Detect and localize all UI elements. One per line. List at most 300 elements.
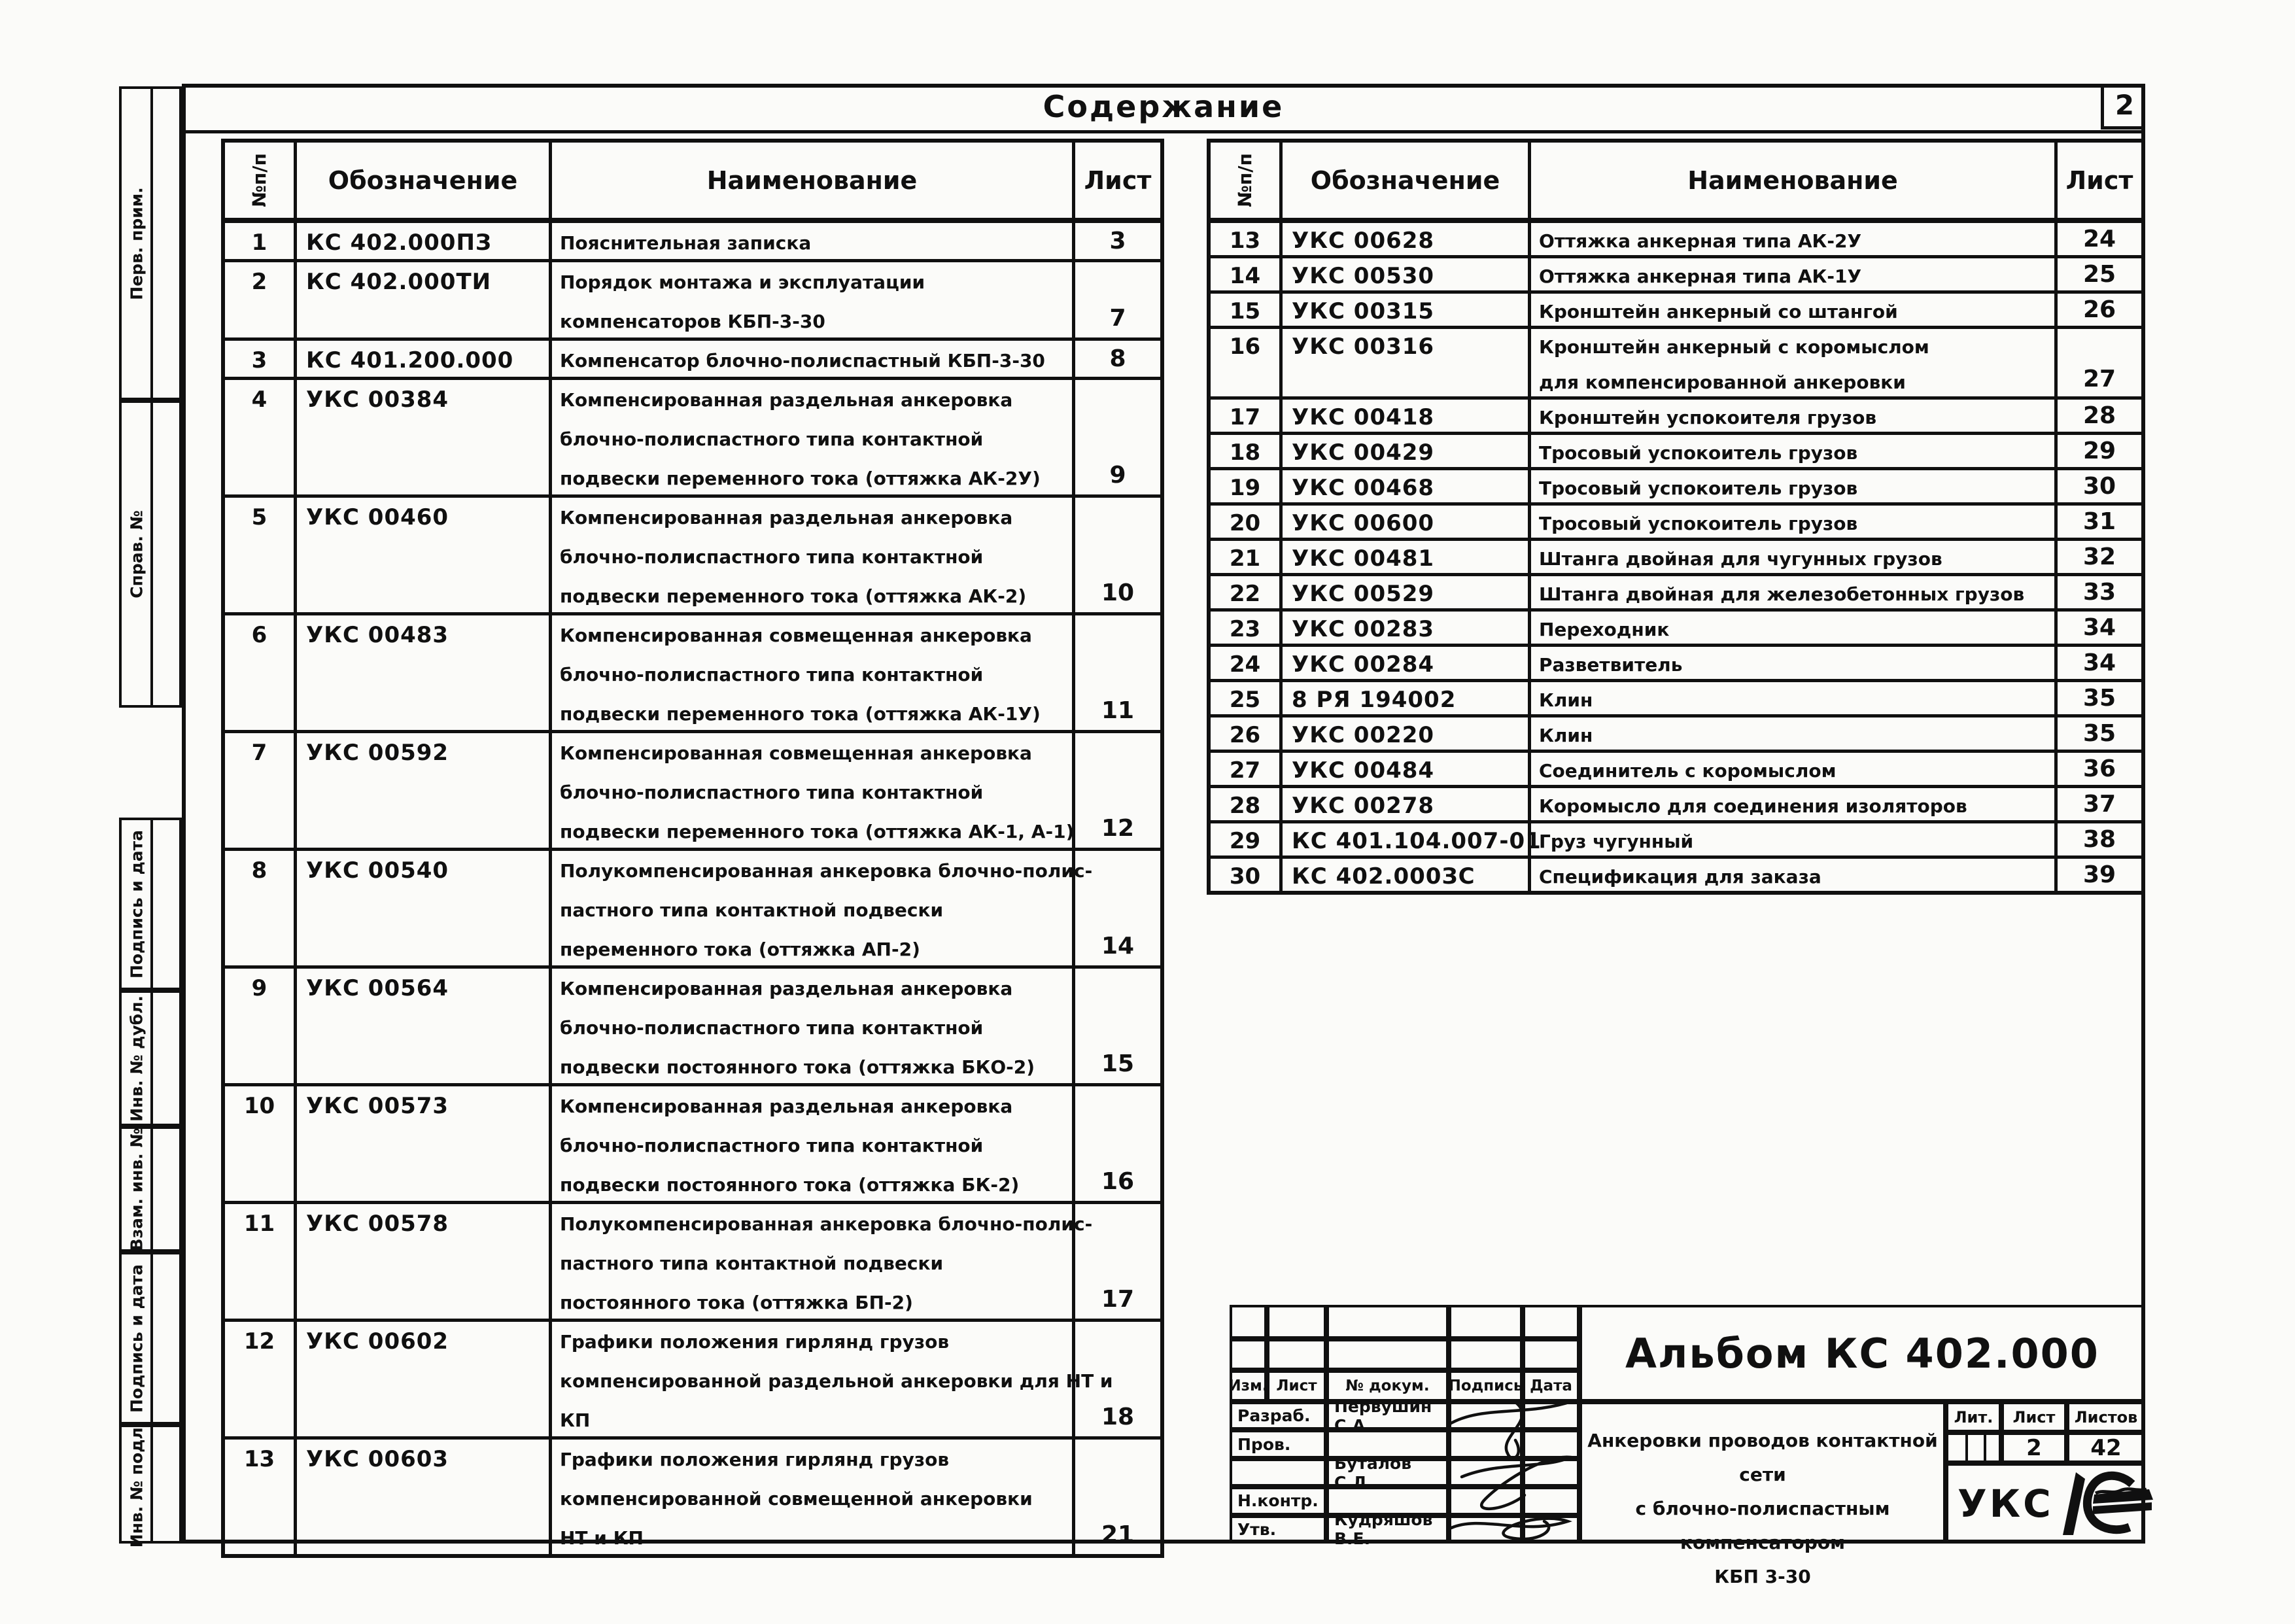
sheet-cell [2058, 647, 2141, 679]
name-cell [552, 1086, 1075, 1201]
name-cell [552, 341, 1075, 377]
name-line: подвески постоянного тока (оттяжка БК-2) [560, 1173, 1020, 1196]
name-line: Полукомпенсированная анкеровка блочно-полис- [560, 859, 1093, 882]
sig-role-cell: Разраб. [1230, 1402, 1326, 1430]
sheet-cell [2058, 717, 2141, 750]
sheet-number: 34 [2082, 649, 2116, 676]
sheet-number: 37 [2082, 791, 2116, 818]
name-line: Компенсатор блочно-полиспастный КБП-3-30 [560, 349, 1045, 371]
sheets-total-header-cell: Листов [2067, 1402, 2145, 1432]
name-line: Кронштейн анкерный с коромыслом [1539, 336, 1929, 358]
margin-stamp-box [119, 1126, 182, 1252]
page-number-box [2101, 84, 2145, 130]
name-line: Разветвитель [1539, 653, 1683, 676]
sheet-number: 24 [2082, 226, 2116, 252]
name-line: Тросовый успокоитель грузов [1539, 441, 1858, 464]
table-row [225, 220, 1160, 259]
page-title: Содержание [1043, 89, 1285, 124]
designation-cell [297, 1440, 552, 1554]
name-line: Пояснительная записка [560, 232, 812, 254]
name-cell [1531, 823, 2058, 855]
name-cell [1531, 788, 2058, 820]
name-line: Клин [1539, 724, 1593, 746]
margin-stamp-label: Справ. № [127, 510, 147, 598]
name-line: компенсированной совмещенной анкеровки [560, 1487, 1033, 1510]
name-line: Компенсированная раздельная анкеровка [560, 389, 1013, 411]
row-number: 12 [243, 1328, 275, 1355]
change-header-cell: Подпись [1449, 1370, 1523, 1402]
row-number: 11 [243, 1211, 275, 1237]
divider [150, 820, 153, 988]
designation: УКС 00578 [306, 1211, 449, 1237]
designation-cell [1283, 294, 1531, 326]
designation: УКС 00220 [1292, 722, 1435, 748]
sheet-cell [1075, 1204, 1160, 1319]
sheet-number: 27 [2082, 365, 2116, 392]
designation-cell [1283, 506, 1531, 538]
row-number-cell [1211, 682, 1283, 714]
row-number: 17 [1229, 404, 1261, 430]
name-line: подвески постоянного тока (оттяжка БКО-2) [560, 1056, 1035, 1078]
designation-cell [297, 615, 552, 730]
designation: КС 401.200.000 [306, 347, 514, 373]
designation: КС 402.000ПЗ [306, 230, 492, 256]
designation-cell [1283, 823, 1542, 855]
name-cell [552, 851, 1093, 965]
row-number-cell [225, 851, 297, 965]
sheet-cell [1075, 1086, 1160, 1201]
designation: УКС 00483 [306, 622, 449, 648]
sig-role-cell: Н.контр. [1230, 1487, 1326, 1515]
designation: УКС 00592 [306, 740, 449, 766]
margin-stamp-label: Подпись и дата [127, 1264, 147, 1413]
revision-empty-cell [1230, 1305, 1267, 1339]
sheet-number: 8 [1109, 345, 1126, 372]
divider [150, 993, 153, 1124]
designation-cell [297, 851, 552, 965]
column-header-sheet: Лист [1084, 165, 1152, 195]
designation: УКС 00530 [1292, 263, 1435, 289]
designation-cell [1283, 717, 1531, 750]
designation-cell [1283, 682, 1531, 714]
signature-stroke [1462, 1457, 1570, 1509]
row-number: 4 [251, 387, 267, 413]
name-line: Коромысло для соединения изоляторов [1539, 795, 1967, 817]
name-line: Полукомпенсированная анкеровка блочно-полис- [560, 1213, 1093, 1235]
designation-cell [297, 223, 552, 259]
table-row [1211, 820, 2141, 855]
name-cell [552, 969, 1075, 1083]
sheet-number: 28 [2082, 402, 2116, 429]
margin-stamp-box [119, 990, 182, 1126]
sheet-number: 21 [1101, 1521, 1135, 1548]
table-row [225, 1083, 1160, 1201]
row-number-cell [1211, 435, 1283, 467]
row-number: 13 [1229, 228, 1261, 254]
sheet-cell [2058, 223, 2141, 255]
name-cell [552, 380, 1075, 494]
table-row [1211, 255, 2141, 290]
margin-stamp-label: Инв. № дубл. [127, 995, 147, 1122]
name-cell [552, 262, 1075, 337]
designation: УКС 00481 [1292, 545, 1435, 572]
designation-cell [297, 262, 552, 337]
designation-cell [297, 498, 552, 612]
name-cell [1531, 859, 2058, 891]
row-number-cell [225, 1322, 297, 1436]
column-header-name: Наименование [1531, 143, 2058, 218]
sheet-cell [2058, 470, 2141, 502]
table-row [1211, 432, 2141, 467]
designation: УКС 00418 [1292, 404, 1435, 430]
sheet-number: 10 [1101, 579, 1135, 606]
revision-empty-cell [1449, 1339, 1523, 1370]
sig-role-cell: Утв. [1230, 1515, 1326, 1544]
sheet-cell [1075, 969, 1160, 1083]
sheet-number: 35 [2082, 720, 2116, 747]
table-row [1211, 644, 2141, 679]
album-title-cell [1579, 1305, 2145, 1402]
description-line: Анкеровки проводов контактной сети [1587, 1430, 1938, 1485]
table-row [225, 1319, 1160, 1436]
sheet-header-cell: Лист [2001, 1402, 2067, 1432]
name-cell [1531, 470, 2058, 502]
row-number-cell [225, 498, 297, 612]
name-line: Клин [1539, 689, 1593, 711]
column-header-num [1211, 143, 1283, 218]
table-row [225, 377, 1160, 494]
designation: УКС 00602 [306, 1328, 449, 1355]
sig-role-cell [1230, 1459, 1326, 1487]
name-line: блочно-полиспастного типа контактной [560, 663, 984, 685]
name-line: блочно-полиспастного типа контактной [560, 545, 984, 568]
sheet-cell [1075, 341, 1160, 377]
row-number: 21 [1229, 545, 1261, 572]
divider [150, 1427, 153, 1541]
album-title: Альбом КС 402.000 [1625, 1329, 2099, 1377]
sheet-cell [2058, 823, 2141, 855]
row-number-cell [225, 262, 297, 337]
divider [1965, 1435, 1968, 1466]
sheet-cell [2058, 541, 2141, 573]
revision-empty-cell [1449, 1305, 1523, 1339]
sheet-number: 36 [2082, 755, 2116, 782]
sheet-number: 30 [2082, 473, 2116, 500]
row-number-cell [225, 733, 297, 848]
column-header-designation: Обозначение [1283, 143, 1531, 218]
designation-cell [297, 341, 552, 377]
revision-empty-cell [1523, 1339, 1579, 1370]
designation: УКС 00315 [1292, 298, 1435, 324]
divider [150, 403, 153, 705]
designation: УКС 00529 [1292, 581, 1435, 607]
row-number-cell [1211, 506, 1283, 538]
designation-cell [297, 1086, 552, 1201]
column-header-num-label: №п/п [1234, 153, 1256, 207]
row-number: 25 [1229, 687, 1261, 713]
designation-cell [1283, 612, 1531, 644]
name-line: блочно-полиспастного типа контактной [560, 781, 984, 803]
lit-header-cell: Лит. [1946, 1402, 2001, 1432]
name-cell [552, 1204, 1093, 1319]
sheet-number: 9 [1109, 461, 1126, 489]
name-line: компенсированной раздельной анкеровки для НТ и [560, 1370, 1113, 1392]
sig-name-cell: Первушин С.А. [1326, 1402, 1449, 1430]
name-line: КП [560, 1409, 591, 1431]
designation: КС 402.000ЗС [1292, 863, 1475, 890]
name-cell [1531, 753, 2058, 785]
designation-cell [297, 380, 552, 494]
row-number-cell [225, 1440, 297, 1554]
table-row [1211, 502, 2141, 538]
name-cell [1531, 400, 2058, 432]
designation-cell [1283, 470, 1531, 502]
name-line: пастного типа контактной подвески [560, 1252, 944, 1274]
row-number-cell [225, 380, 297, 494]
name-cell [552, 1440, 1075, 1554]
designation-cell [1283, 541, 1531, 573]
margin-stamp-box [119, 1252, 182, 1425]
row-number: 1 [251, 230, 267, 256]
org-cell [1946, 1463, 2145, 1544]
table-row [1211, 750, 2141, 785]
divider [150, 89, 153, 398]
table-row [225, 730, 1160, 848]
margin-stamp-label: Взам. инв. № [127, 1128, 147, 1251]
name-line: блочно-полиспастного типа контактной [560, 428, 984, 450]
sheet-cell [2058, 400, 2141, 432]
row-number-cell [1211, 647, 1283, 679]
column-header-num-label: №п/п [248, 153, 270, 207]
revision-empty-cell [1230, 1339, 1267, 1370]
name-line: Штанга двойная для чугунных грузов [1539, 547, 1942, 570]
designation-cell [1283, 859, 1531, 891]
sheet-number: 18 [1101, 1403, 1135, 1430]
name-cell [1531, 223, 2058, 255]
row-number-cell [1211, 717, 1283, 750]
designation: УКС 00603 [306, 1446, 449, 1472]
description-line: КБП 3-30 [1714, 1566, 1811, 1587]
sheet-cell [1075, 733, 1160, 848]
designation: УКС 00316 [1292, 334, 1435, 360]
sheet-cell [2058, 329, 2141, 396]
name-cell [552, 1322, 1113, 1436]
designation: 8 РЯ 194002 [1292, 687, 1457, 713]
name-cell [1531, 506, 2058, 538]
designation: УКС 00573 [306, 1093, 449, 1119]
table-row [1211, 290, 2141, 326]
page-number: 2 [2114, 89, 2135, 121]
revision-empty-cell [1523, 1305, 1579, 1339]
name-line: Порядок монтажа и эксплуатации [560, 271, 925, 293]
sheet-cell [2058, 682, 2141, 714]
signatures [1442, 1393, 1593, 1547]
name-cell [1531, 612, 2058, 644]
row-number-cell [1211, 294, 1283, 326]
row-number: 23 [1229, 616, 1261, 642]
designation: УКС 00284 [1292, 651, 1435, 678]
name-line: подвески переменного тока (оттяжка АК-2) [560, 585, 1027, 607]
margin-stamp-label: Подпись и дата [127, 829, 147, 979]
row-number: 28 [1229, 793, 1261, 819]
name-line: пастного типа контактной подвески [560, 899, 944, 921]
name-line: Графики положения гирлянд грузов [560, 1330, 950, 1353]
signature-stroke [1449, 1401, 1573, 1425]
row-number: 6 [251, 622, 267, 648]
name-cell [1531, 647, 2058, 679]
name-line: Компенсированная совмещенная анкеровка [560, 624, 1032, 646]
name-cell [552, 498, 1075, 612]
row-number-cell [1211, 788, 1283, 820]
sheet-number: 12 [1101, 814, 1135, 842]
row-number-cell [1211, 329, 1283, 396]
row-number-cell [1211, 541, 1283, 573]
sheet-number: 14 [1101, 932, 1135, 959]
designation-cell [1283, 400, 1531, 432]
column-header-designation: Обозначение [297, 143, 552, 218]
sheet-cell [2058, 859, 2141, 891]
row-number: 26 [1229, 722, 1261, 748]
name-line: постоянного тока (оттяжка БП-2) [560, 1291, 913, 1313]
sheet-number: 33 [2082, 579, 2116, 606]
document-description-cell [1579, 1402, 1946, 1587]
sheet-number: 29 [2082, 438, 2116, 464]
name-line: подвески переменного тока (оттяжка АК-1, А-1) [560, 820, 1075, 842]
revision-empty-cell [1326, 1305, 1449, 1339]
table-row [225, 494, 1160, 612]
name-cell [552, 615, 1075, 730]
sheet-number: 39 [2082, 861, 2116, 888]
margin-stamp-box [119, 1421, 182, 1548]
name-line: Графики положения гирлянд грузов [560, 1448, 950, 1470]
name-line: Оттяжка анкерная типа АК-2У [1539, 230, 1862, 252]
designation: УКС 00600 [1292, 510, 1435, 536]
designation-cell [1283, 576, 1531, 608]
sheet-cell [1075, 498, 1160, 612]
table-row [1211, 467, 2141, 502]
sheet-number: 16 [1101, 1167, 1135, 1195]
sheet-cell [2058, 506, 2141, 538]
designation-cell [1283, 788, 1531, 820]
row-number: 18 [1229, 440, 1261, 466]
table-header-row [225, 143, 1160, 220]
sheet-number: 34 [2082, 614, 2116, 641]
designation-cell [1283, 329, 1531, 396]
sheet-cell [1075, 223, 1160, 259]
designation: УКС 00429 [1292, 440, 1435, 466]
contents-table-left [221, 139, 1164, 1558]
name-cell [552, 733, 1075, 848]
sheet-cell [1075, 851, 1160, 965]
sheet-cell [2058, 788, 2141, 820]
designation-cell [1283, 223, 1531, 255]
designation: УКС 00278 [1292, 793, 1435, 819]
name-line: Оттяжка анкерная типа АК-1У [1539, 265, 1862, 287]
table-row [1211, 326, 2141, 396]
name-line: Компенсированная совмещенная анкеровка [560, 742, 1032, 764]
table-row [225, 965, 1160, 1083]
name-line: Переходник [1539, 618, 1670, 640]
designation: КС 401.104.007-01 [1292, 828, 1542, 854]
sheet-number: 15 [1101, 1050, 1135, 1077]
table-row [1211, 220, 2141, 255]
change-header-cell: № докум. [1326, 1370, 1449, 1402]
designation-cell [1283, 753, 1531, 785]
name-line: подвески переменного тока (оттяжка АК-1У) [560, 702, 1041, 725]
name-line: Тросовый успокоитель грузов [1539, 512, 1858, 534]
designation-cell [297, 733, 552, 848]
sheet-cell [2058, 294, 2141, 326]
column-header-name: Наименование [552, 143, 1075, 218]
contents-table-right [1207, 139, 2145, 895]
row-number: 2 [251, 269, 267, 295]
name-line: Кронштейн анкерный со штангой [1539, 300, 1898, 322]
row-number: 5 [251, 504, 267, 530]
designation: УКС 00484 [1292, 757, 1435, 784]
row-number-cell [1211, 859, 1283, 891]
sig-name-cell: Буталов С.Л. [1326, 1459, 1449, 1487]
sheet-number: 3 [1109, 228, 1126, 254]
name-line: Компенсированная раздельная анкеровка [560, 977, 1013, 999]
row-number-cell [1211, 223, 1283, 255]
ks-logo [2054, 1467, 2158, 1540]
row-number: 19 [1229, 475, 1261, 501]
designation: УКС 00283 [1292, 616, 1435, 642]
name-line: Спецификация для заказа [1539, 865, 1821, 888]
column-header-sheet: Лист [2065, 165, 2133, 195]
sheet-cell [2058, 612, 2141, 644]
row-number-cell [1211, 823, 1283, 855]
name-line: Компенсированная раздельная анкеровка [560, 506, 1013, 528]
designation-cell [297, 1204, 552, 1319]
row-number: 16 [1229, 334, 1261, 360]
name-line: блочно-полиспастного типа контактной [560, 1134, 984, 1156]
name-cell [1531, 294, 2058, 326]
row-number: 14 [1229, 263, 1261, 289]
table-row [1211, 679, 2141, 714]
sheet-number: 17 [1101, 1285, 1135, 1313]
revision-empty-cell [1267, 1339, 1326, 1370]
sheet-cell [2058, 753, 2141, 785]
designation-cell [1283, 435, 1531, 467]
row-number-cell [225, 969, 297, 1083]
name-cell [1531, 258, 2058, 290]
designation: УКС 00384 [306, 387, 449, 413]
table-row [225, 337, 1160, 377]
row-number-cell [1211, 258, 1283, 290]
row-number: 22 [1229, 581, 1261, 607]
row-number: 7 [251, 740, 267, 766]
sig-name-cell: Кудряшов В.Е. [1326, 1515, 1449, 1544]
name-cell [1531, 576, 2058, 608]
sheets-total-cell: 42 [2067, 1432, 2145, 1463]
designation: УКС 00564 [306, 975, 449, 1001]
org-code: УКС [1958, 1481, 2054, 1526]
name-line: компенсаторов КБП-3-30 [560, 310, 825, 332]
sheet-number: 11 [1101, 697, 1135, 724]
revision-empty-cell [1267, 1305, 1326, 1339]
name-cell [1531, 541, 2058, 573]
designation-cell [1283, 258, 1531, 290]
table-row [225, 259, 1160, 337]
row-number-cell [225, 223, 297, 259]
row-number: 29 [1229, 828, 1261, 854]
sheet-cell [1075, 380, 1160, 494]
sheet-number: 31 [2082, 508, 2116, 535]
divider [1984, 1435, 1986, 1466]
name-line: НТ и КП [560, 1527, 644, 1549]
name-cell [1531, 717, 2058, 750]
